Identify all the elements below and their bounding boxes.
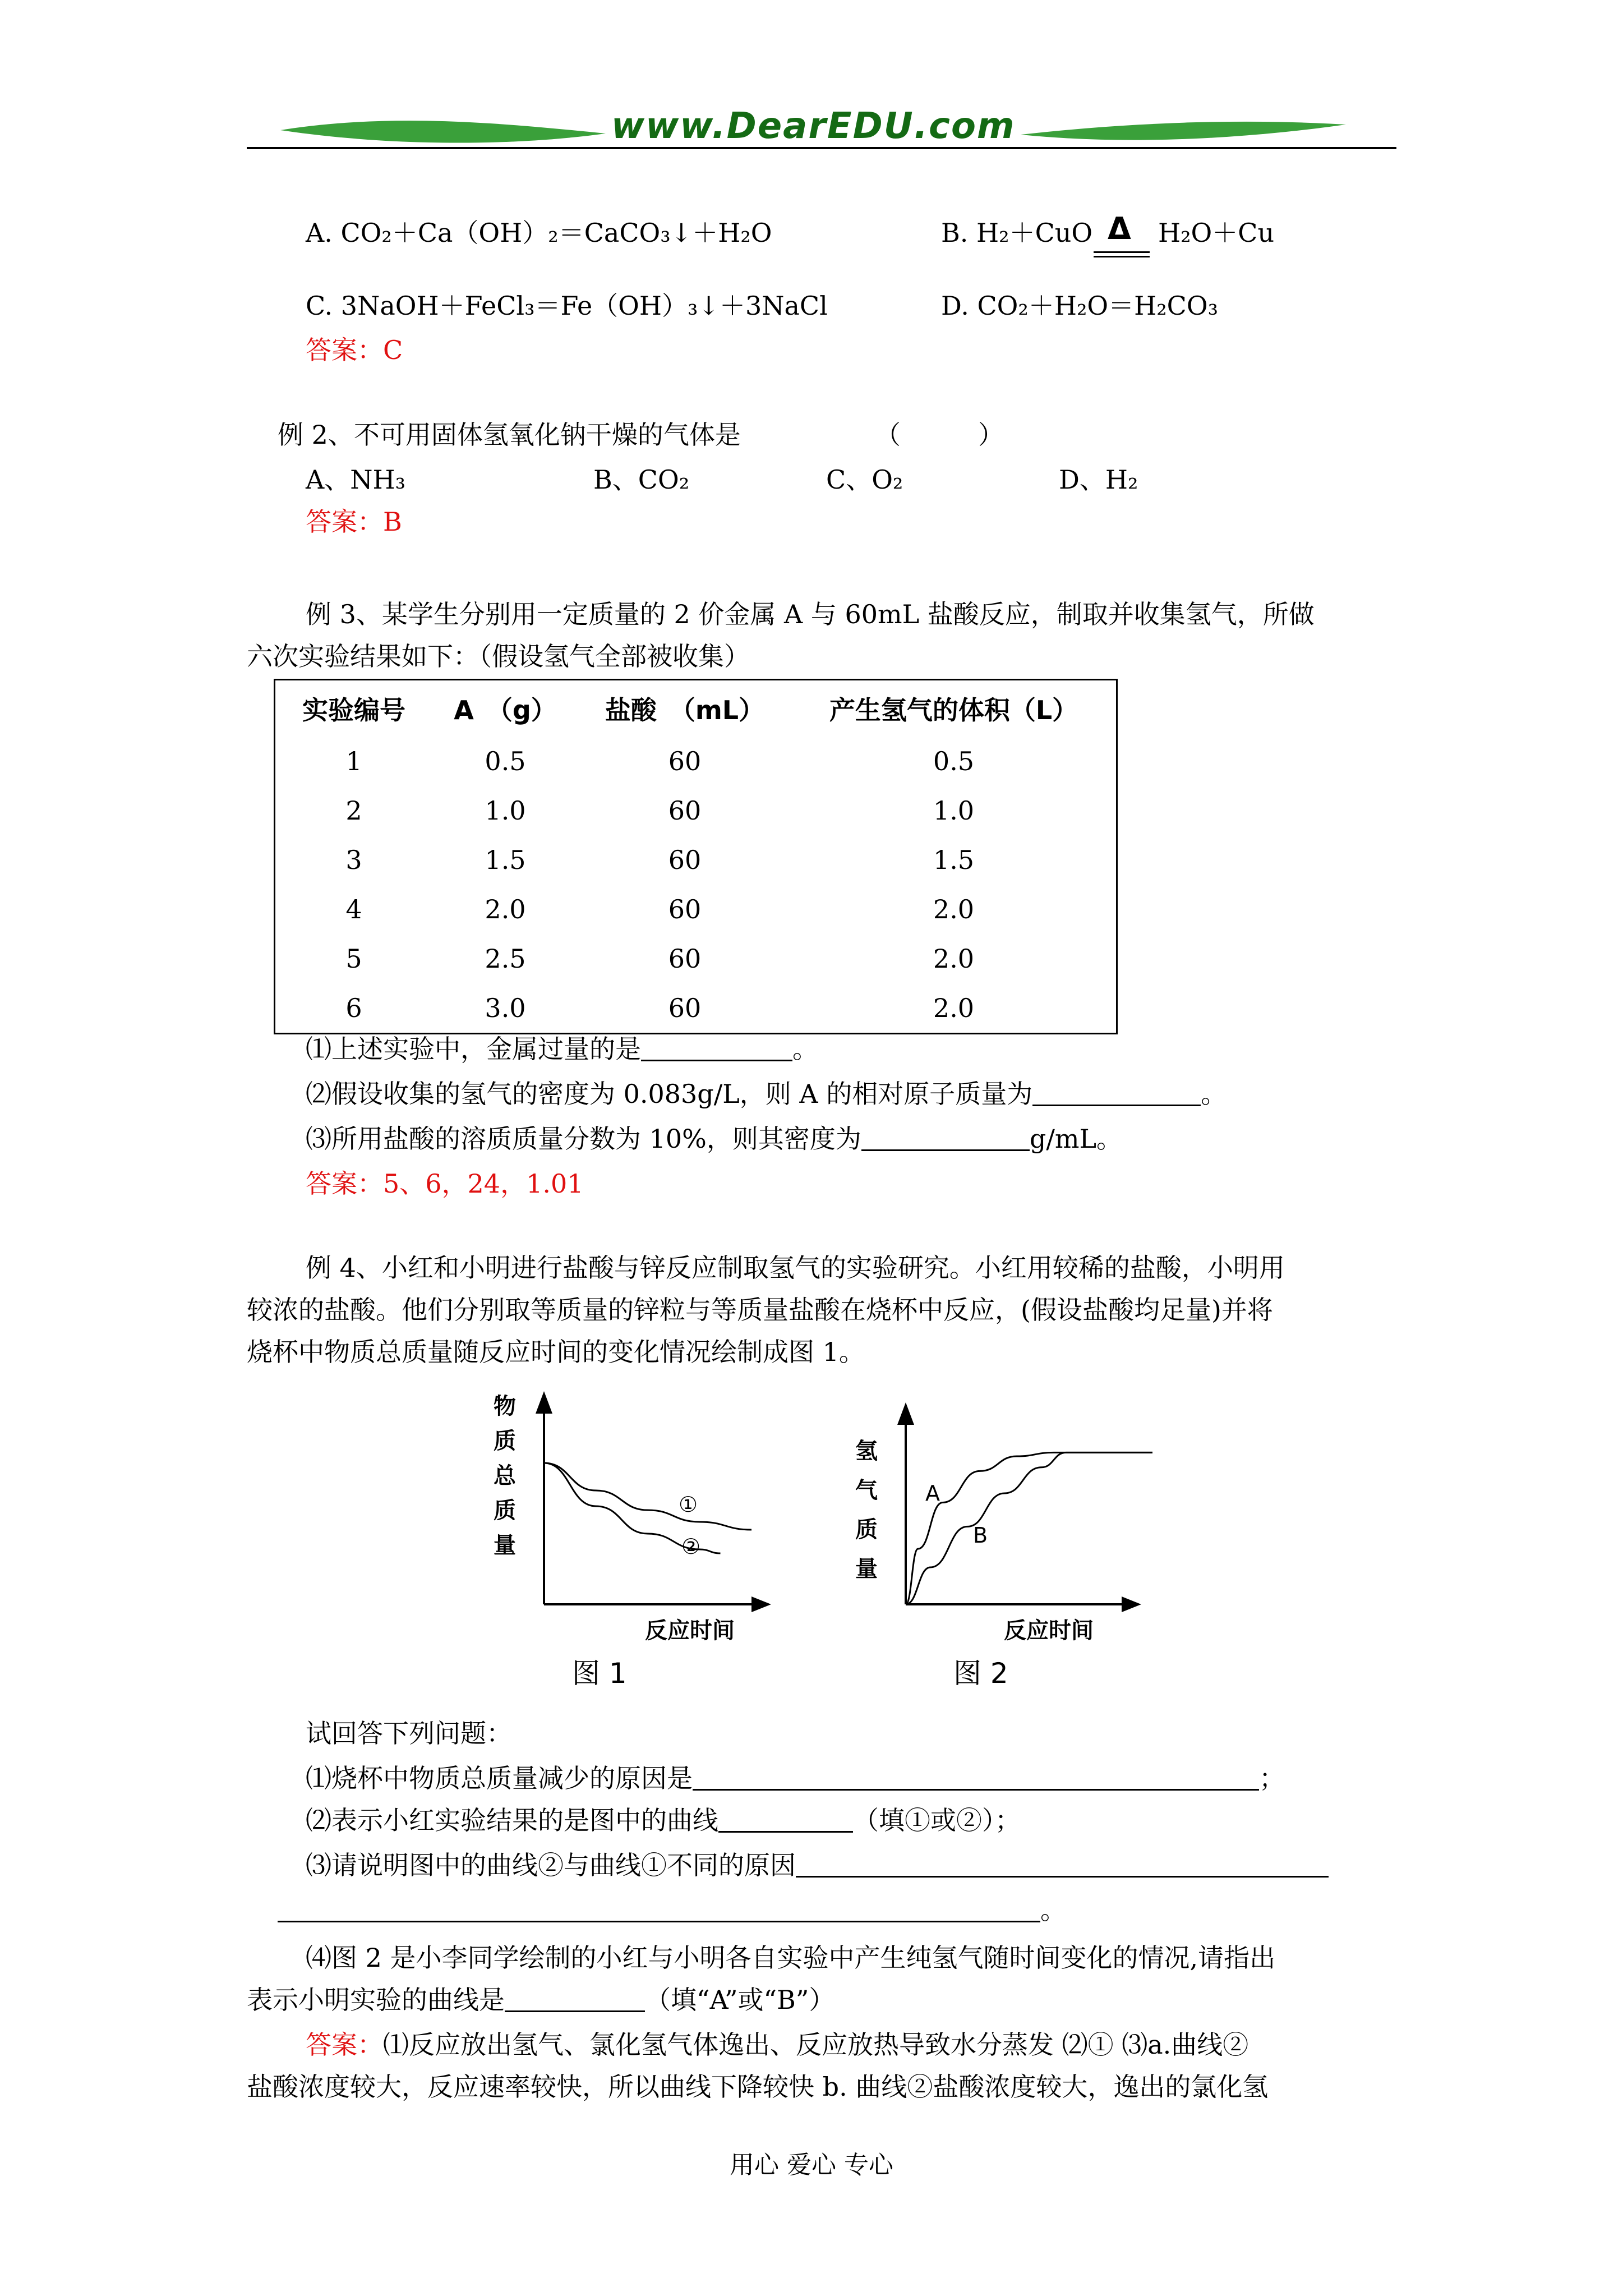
q2-stem: 例 2、不可用固体氢氧化钠干燥的气体是 xyxy=(278,420,741,450)
header-rule xyxy=(247,147,1396,149)
ylabel-char: 质 xyxy=(855,1517,878,1543)
q2-paren: （ ） xyxy=(875,420,1004,450)
banner-swoosh-right xyxy=(1021,122,1346,140)
q3-sub2-suffix: 。 xyxy=(1201,1079,1227,1109)
q4-sub4-suffix: （填“A”或“B”） xyxy=(645,1985,835,2015)
table-cell: 2.5 xyxy=(485,944,526,974)
fig1-curve-2-label: ② xyxy=(681,1534,701,1559)
q3-sub3-suffix: g/mL。 xyxy=(1029,1124,1122,1154)
q4-sub1 xyxy=(306,1761,1285,1795)
q4-answer-text: ⑴反应放出氢气、氯化氢气体逸出、反应放热导致水分蒸发 ⑵① ⑶a.曲线② xyxy=(383,2030,1249,2060)
q4-answer-line1 xyxy=(306,2028,1248,2062)
fig2-ylabel xyxy=(855,1438,878,1582)
table-cell: 60 xyxy=(668,746,702,776)
q4-sub4-line1: ⑷图 2 是小李同学绘制的小红与小明各自实验中产生纯氢气随时间变化的情况,请指出 xyxy=(306,1943,1276,1973)
table-cell: 1 xyxy=(345,746,362,776)
ylabel-char: 质 xyxy=(494,1428,516,1454)
chart-fig1 xyxy=(482,1391,808,1705)
chart-fig2 xyxy=(852,1402,1166,1705)
footer-text: 用心 爱心 专心 xyxy=(730,2151,893,2179)
table-cell: 2.0 xyxy=(933,894,975,924)
fig2-xlabel: 反应时间 xyxy=(1004,1618,1094,1644)
table-cell: 2 xyxy=(345,795,362,826)
q4-sub3-end: 。 xyxy=(1040,1895,1066,1925)
ylabel-char: 物 xyxy=(494,1393,516,1419)
table-row xyxy=(275,885,1117,934)
table-cell: 0.5 xyxy=(485,746,526,776)
q1-option-a: A. CO₂＋Ca（OH）₂＝CaCO₃↓＋H₂O xyxy=(306,218,772,248)
q2-option-b: B、CO₂ xyxy=(593,464,690,495)
q4-sub2-blank[interactable] xyxy=(718,1806,853,1833)
q3-sub3-blank[interactable] xyxy=(861,1125,1030,1151)
q1-option-b-delta: Δ xyxy=(1108,211,1131,246)
q4-sub4-prefix: 表示小明实验的曲线是 xyxy=(247,1985,505,2015)
q4-sub2-suffix: （填①或②）； xyxy=(853,1805,1021,1835)
q3-sub1-prefix: ⑴上述实验中，金属过量的是 xyxy=(306,1034,641,1064)
q4-sub1-blank[interactable] xyxy=(693,1764,1259,1791)
q1-eq-bar-bottom xyxy=(1094,256,1150,257)
fig1-ylabel xyxy=(494,1393,517,1558)
table-cell: 0.5 xyxy=(933,746,975,776)
fig2-curve-a xyxy=(906,1452,1152,1604)
q3-sub1 xyxy=(306,1032,818,1066)
table-cell: 60 xyxy=(668,993,702,1023)
q3-sub2-prefix: ⑵假设收集的氢气的密度为 0.083g/L，则 A 的相对原子质量为 xyxy=(306,1079,1033,1109)
table-header-row xyxy=(275,680,1117,737)
q3-sub1-suffix: 。 xyxy=(792,1034,818,1064)
table-cell: 1.5 xyxy=(485,845,526,875)
experiment-table xyxy=(274,679,1118,1034)
fig2-y-arrow xyxy=(897,1402,914,1425)
fig1-y-arrow xyxy=(536,1391,552,1414)
site-logo-text[interactable]: www.DearEDU.com xyxy=(611,105,1016,147)
fig1-caption: 图 1 xyxy=(572,1657,627,1690)
q1-eq-bar-top xyxy=(1094,251,1150,253)
q3-sub2-blank[interactable] xyxy=(1032,1080,1201,1106)
ylabel-char: 质 xyxy=(494,1498,516,1524)
table-header-cell: 盐酸 （mL） xyxy=(605,695,765,725)
q1-option-c: C. 3NaOH＋FeCl₃＝Fe（OH）₃↓＋3NaCl xyxy=(306,291,828,321)
table-cell: 3 xyxy=(345,845,362,875)
q4-sub4-blank[interactable] xyxy=(505,1986,645,2012)
table-cell: 60 xyxy=(668,894,702,924)
ylabel-char: 量 xyxy=(494,1533,516,1558)
table-cell: 60 xyxy=(668,944,702,974)
table-row xyxy=(275,786,1117,835)
table-cell: 5 xyxy=(345,944,362,974)
ylabel-char: 总 xyxy=(494,1463,516,1489)
table-cell: 1.5 xyxy=(933,845,975,875)
banner-swoosh-left xyxy=(280,121,606,142)
q2-answer: 答案：B xyxy=(306,507,402,537)
ylabel-char: 量 xyxy=(855,1556,878,1582)
fig2-curve-b-label: B xyxy=(973,1523,988,1548)
table-cell: 6 xyxy=(345,993,362,1023)
table-cell: 4 xyxy=(345,894,362,924)
q1-option-d: D. CO₂＋H₂O＝H₂CO₃ xyxy=(941,291,1219,321)
table-header-cell: 产生氢气的体积（L） xyxy=(829,695,1078,725)
q4-sub4-line2 xyxy=(247,1983,834,2017)
q4-stem-line1: 例 4、小红和小明进行盐酸与锌反应制取氢气的实验研究。小红用较稀的盐酸，小明用 xyxy=(306,1253,1285,1283)
table-row xyxy=(275,737,1117,786)
q4-sub1-prefix: ⑴烧杯中物质总质量减少的原因是 xyxy=(306,1763,693,1793)
q1-option-b-right: H₂O＋Cu xyxy=(1158,218,1275,248)
q4-stem-line2: 较浓的盐酸。他们分别取等质量的锌粒与等质量盐酸在烧杯中反应，(假设盐酸均足量)并将 xyxy=(247,1295,1273,1325)
table-cell: 2.0 xyxy=(485,894,526,924)
q4-stem-line3: 烧杯中物质总质量随反应时间的变化情况绘制成图 1。 xyxy=(247,1337,865,1367)
q3-sub3-prefix: ⑶所用盐酸的溶质质量分数为 10%，则其密度为 xyxy=(306,1124,861,1154)
ylabel-char: 氢 xyxy=(855,1438,878,1464)
q4-sub3-blank[interactable] xyxy=(796,1851,1329,1878)
ylabel-char: 气 xyxy=(855,1478,878,1503)
table-cell: 2.0 xyxy=(933,944,975,974)
q3-sub2 xyxy=(306,1077,1227,1111)
q4-sub1-suffix: ； xyxy=(1259,1763,1285,1793)
q2-option-c: C、O₂ xyxy=(826,464,903,495)
q3-sub1-blank[interactable] xyxy=(641,1035,792,1061)
q4-answer-label: 答案： xyxy=(306,2030,383,2060)
fig1-xlabel: 反应时间 xyxy=(645,1618,735,1644)
table-row xyxy=(275,835,1117,885)
table-header-cell: 实验编号 xyxy=(302,695,405,725)
fig1-curve-1-label: ① xyxy=(679,1492,698,1517)
table-row xyxy=(275,934,1117,983)
q3-stem-line1: 例 3、某学生分别用一定质量的 2 价金属 A 与 60mL 盐酸反应，制取并收集氢气，所做 xyxy=(306,599,1315,629)
q4-sub2 xyxy=(306,1803,1021,1837)
fig2-curve-a-label: A xyxy=(925,1481,940,1506)
q2-option-d: D、H₂ xyxy=(1059,464,1138,495)
q2-option-a: A、NH₃ xyxy=(306,464,406,495)
q4-sub2-prefix: ⑵表示小红实验结果的是图中的曲线 xyxy=(306,1805,718,1835)
table-header-cell: A （g） xyxy=(454,695,557,725)
table-cell: 2.0 xyxy=(933,993,975,1023)
q1-option-b-left: B. H₂＋CuO xyxy=(941,218,1093,248)
q4-answer-line2: 盐酸浓度较大，反应速率较快，所以曲线下降较快 b. 曲线②盐酸浓度较大，逸出的氯化氢 xyxy=(247,2072,1269,2102)
table-cell: 1.0 xyxy=(485,795,526,826)
q3-answer: 答案：5、6，24，1.01 xyxy=(306,1168,584,1199)
table-cell: 1.0 xyxy=(933,795,975,826)
q3-stem-line2: 六次实验结果如下：（假设氢气全部被收集） xyxy=(247,641,750,671)
q4-sub3 xyxy=(306,1848,1329,1882)
table-cell: 60 xyxy=(668,845,702,875)
q4-sub3-continued xyxy=(278,1893,1066,1927)
fig1-curve-1 xyxy=(544,1463,751,1530)
table-row xyxy=(275,983,1117,1034)
table-cell: 3.0 xyxy=(485,993,526,1023)
fig2-x-arrow xyxy=(1122,1596,1141,1612)
fig1-x-arrow xyxy=(751,1596,771,1612)
table-cell: 60 xyxy=(668,795,702,826)
fig2-curve-b xyxy=(906,1452,1152,1604)
q4-sub3-prefix: ⑶请说明图中的曲线②与曲线①不同的原因 xyxy=(306,1850,796,1880)
q3-sub3 xyxy=(306,1122,1122,1156)
q4-prompt: 试回答下列问题： xyxy=(306,1718,512,1749)
q1-answer: 答案：C xyxy=(306,335,403,365)
fig2-caption: 图 2 xyxy=(953,1657,1008,1690)
q4-sub3-blank-2[interactable] xyxy=(278,1896,1040,1922)
